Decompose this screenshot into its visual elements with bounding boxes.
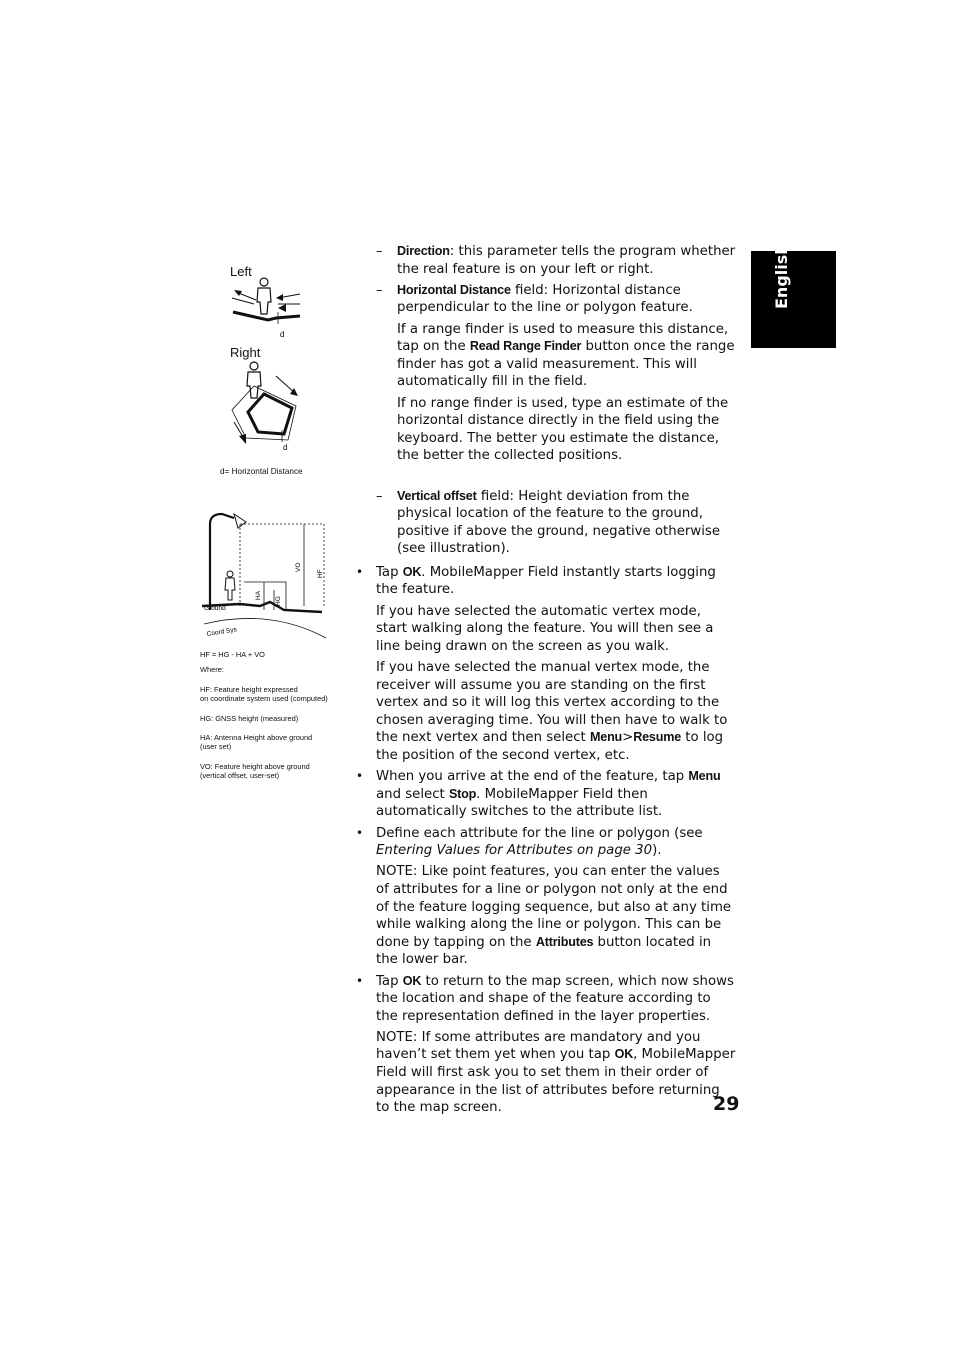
figure-left-label: Left [230,264,252,279]
ground-label: Ground [204,605,226,612]
note-mandatory-paragraph: NOTE: If some attributes are mandatory and you haven’t set them yet when you tap OK, MobileMapper Field will first ask you to set them in their order of appearance in the list of attributes before returning to the map screen. [376,1029,736,1116]
where-label: Where: [200,665,224,674]
vo-definition-2: (vertical offset, user-set) [200,771,280,780]
figure-right-label: Right [230,345,261,360]
vo-definition-1: VO: Feature height above ground [200,762,310,771]
main-text [356,243,736,1120]
arrive-end-item: • When you arrive at the end of the feature, tap Menu and select Stop. MobileMapper Field then automatically switches to the attribute list. [356,769,721,820]
read-range-finder-keyword: Read Range Finder [469,339,582,354]
note-attributes-paragraph: NOTE: Like point features, you can enter the values of attributes for a line or polygon not only at the end of the feature logging sequence, but also at any time while walking along the line or polygon. This can be done by tapping on the Attributes button located in the lower bar. [376,864,732,968]
tap-ok-return-item: • Tap OK to return to the map screen, which now shows the location and shape of the feature according to the representation defined in the layer properties. [356,973,734,1024]
coord-sys-label: Coord Sys [206,626,238,638]
language-tab [751,243,836,348]
ha-definition-2: (user set) [200,742,232,751]
horizontal-distance-item: – Horizontal Distance field: Horizontal distance perpendicular to the line or polygon feature. [376,282,693,316]
define-attributes-item: • Define each attribute for the line or polygon (see Entering Values for Attributes on page 30). [356,825,703,859]
right-direction-illustration [226,360,308,456]
right-d-mark: d [283,443,288,452]
ha-label: HA [255,590,262,600]
formula: HF = HG - HA + VO [200,650,265,659]
language-tab-label: English [772,243,791,309]
range-finder-paragraph: If a range finder is used to measure this distance, tap on the Read Range Finder button once the range finder has got a valid measurement. This will automatically fill in the field. [397,321,735,390]
figure1-caption: d= Horizontal Distance [220,467,303,476]
vertical-offset-item: – Vertical offset field: Height deviation from the physical location of the feature to the ground, positive if above the ground, negative otherwise (see illustration). [376,488,721,557]
ha-definition-1: HA: Antenna Height above ground [200,733,313,742]
hg-label: HG [275,596,282,606]
vo-label: VO [295,562,302,572]
no-range-finder-paragraph: If no range finder is used, type an estimate of the horizontal distance directly in the field using the keyboard. The better you estimate the distance, the better the collected positions. [397,395,729,464]
manual-vertex-paragraph: If you have selected the manual vertex mode, the receiver will assume you are standing on the first vertex and so it will log this vertex according to the chosen averaging time. You will then have to walk to the next vertex and then select Menu>Resume to log the position of the second vertex, etc. [376,660,728,763]
hf-definition-1: HF: Feature height expressed [200,685,298,694]
hf-label: HF [317,569,324,578]
direction-item: – Direction: this parameter tells the program whether the real feature is on your left or right. [376,244,736,277]
left-direction-illustration [228,272,308,342]
left-d-mark: d [280,330,285,339]
direction-keyword: Direction [397,244,450,258]
page-number: 29 [713,1093,740,1115]
vertical-offset-illustration [200,510,332,642]
vertical-offset-keyword: Vertical offset [397,488,477,503]
tap-ok-item: • Tap OK. MobileMapper Field instantly starts logging the feature. [356,564,716,598]
automatic-vertex-paragraph: If you have selected the automatic vertex mode, start walking along the feature. You will then see a line being drawn on the screen as you walk. [376,603,714,654]
hf-definition-2: on coordinate system used (computed) [200,694,328,703]
horizontal-distance-keyword: Horizontal Distance [397,282,511,297]
hg-definition: HG: GNSS height (measured) [200,714,299,723]
page-reference: Entering Values for Attributes on page 30 [376,843,653,859]
